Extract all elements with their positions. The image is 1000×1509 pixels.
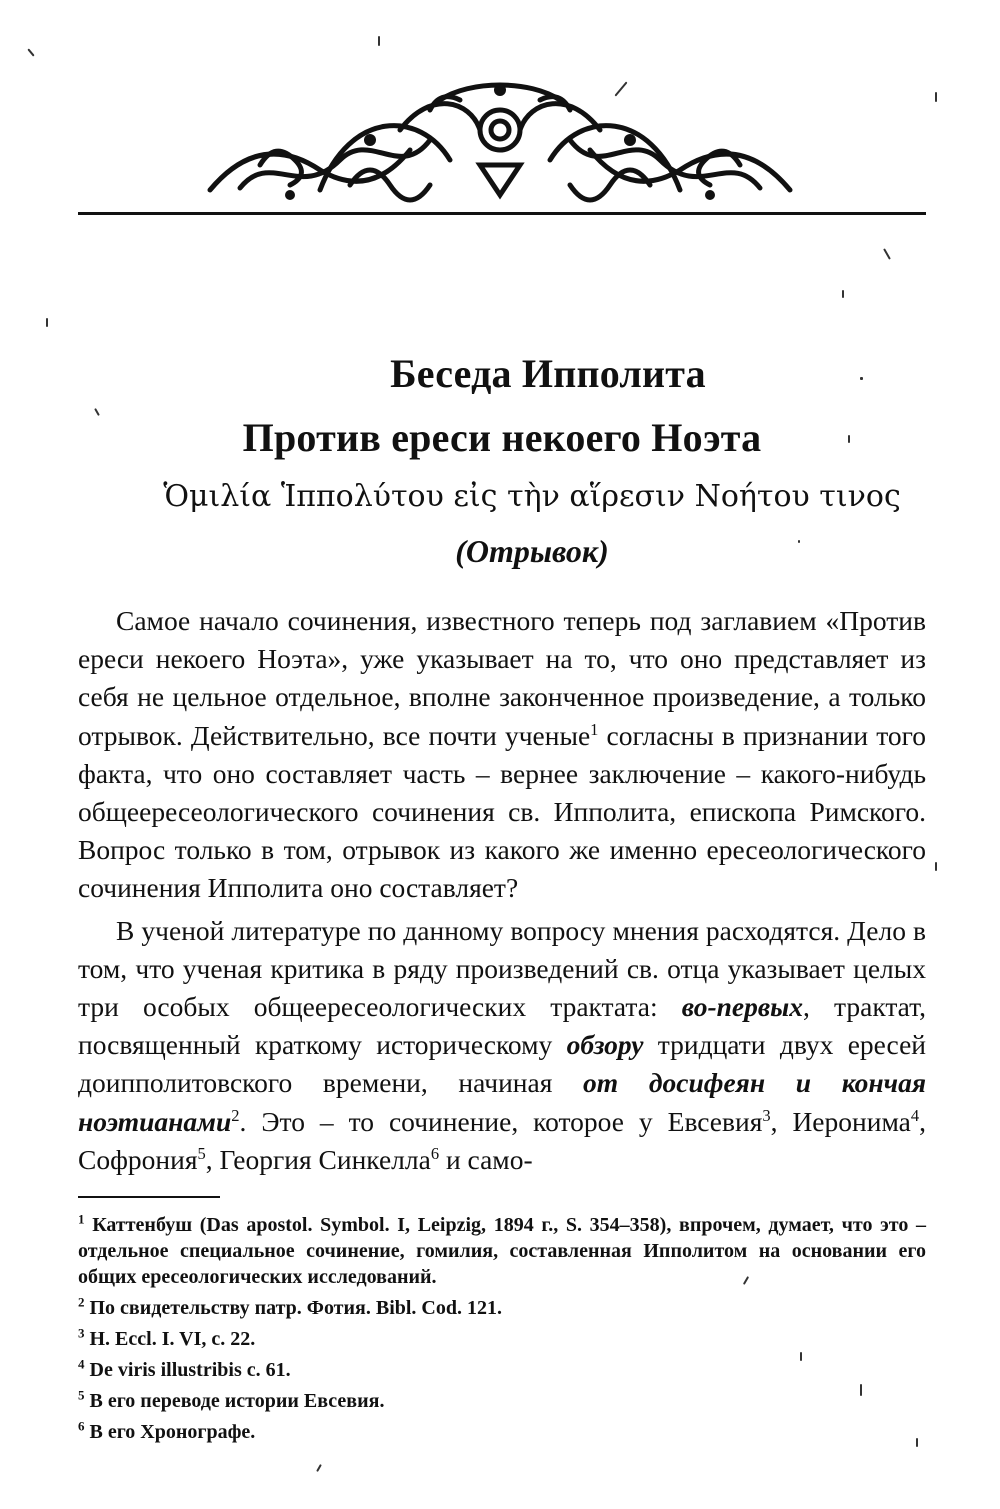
footnote-text: De viris illustribis c. 61. xyxy=(89,1359,291,1381)
footnote xyxy=(78,1388,926,1414)
footnote-ref[interactable]: 1 xyxy=(590,719,599,739)
page-title-line2: Против ереси некоего Ноэта xyxy=(242,415,762,460)
footnote-number: 5 xyxy=(78,1387,85,1403)
scan-speck xyxy=(860,377,863,380)
scan-speck xyxy=(798,540,800,543)
scan-speck xyxy=(916,1438,918,1447)
footnote-ref[interactable]: 3 xyxy=(762,1105,771,1125)
footnote xyxy=(78,1212,926,1290)
scan-speck xyxy=(860,1384,862,1396)
paragraph-1 xyxy=(78,602,926,908)
footnote-number: 6 xyxy=(78,1418,85,1434)
emphasis: во-первых xyxy=(681,991,803,1023)
greek-title: Ὁμιλία Ἱππολύτου εἰς τὴν αἵρεσιν Νοήτου τινος xyxy=(163,479,901,514)
footnote-text: Каттенбуш (Das apostol. Symbol. I, Leipzig, 1894 г., S. 354–358), впрочем, думает, что это – отдельное специальное сочинение, гомилия, составленная Ипполитом на основании его общих ересеологических исследований. xyxy=(78,1214,926,1288)
footnote-rule xyxy=(78,1196,220,1198)
text-span: . Это – то сочинение, которое у Евсевия xyxy=(239,1105,763,1137)
footnote xyxy=(78,1357,926,1383)
footnote xyxy=(78,1295,926,1321)
footnote-ref[interactable]: 5 xyxy=(197,1143,206,1163)
scan-speck xyxy=(935,92,937,102)
footnote xyxy=(78,1326,926,1352)
subtitle: (Отрывок) xyxy=(455,533,609,569)
footnote-text: По свидетельству патр. Фотия. Bibl. Cod. 121. xyxy=(89,1297,502,1319)
scan-speck xyxy=(27,48,34,56)
footnote-text: В его переводе истории Евсевия. xyxy=(89,1390,385,1412)
scan-speck xyxy=(935,862,937,871)
ornament-header-icon xyxy=(200,70,800,210)
scan-speck xyxy=(800,1352,802,1361)
text-span: согласны в признании того факта, что оно составляет часть – вернее заключение – какого-нибудь общеересеологического сочинения св. Ипполита, епископа Римского. Вопрос только в том, отрывок из какого же именно ересеологического сочинения Ипполита оно составляет? xyxy=(78,719,926,904)
emphasis: от досифеян и кончая ноэтианами xyxy=(78,1067,926,1137)
text-span: и само- xyxy=(439,1143,533,1175)
footnote-text: H. Eccl. I. VI, c. 22. xyxy=(89,1328,256,1350)
scan-speck xyxy=(378,36,380,46)
text-span: , трактат, посвященный краткому историческому xyxy=(78,991,926,1061)
footnote-number: 3 xyxy=(78,1325,85,1341)
emphasis: обзору xyxy=(566,1029,644,1061)
text-span: Самое начало сочинения, известного теперь под заглавием «Против ереси некоего Ноэта», уже указывает на то, что оно представляет из себя не цельное отдельное, вполне законченное произведение, а только отрывок. Действительно, все почти ученые xyxy=(78,605,926,751)
text-span: В ученой литературе по данному вопросу мнения расходятся. Дело в том, что ученая критика в ряду произведений св. отца указывает целых три особых общеересеологических трактата: xyxy=(78,914,926,1023)
paragraph-2 xyxy=(78,912,926,1179)
footnote-number: 2 xyxy=(78,1294,85,1310)
footnote-number: 1 xyxy=(78,1211,85,1227)
footnote-text: В его Хронографе. xyxy=(89,1421,256,1443)
header-rule xyxy=(78,212,926,215)
scan-speck xyxy=(316,1464,322,1472)
footnote-ref[interactable]: 4 xyxy=(910,1105,920,1125)
footnote-number: 4 xyxy=(78,1356,85,1372)
scan-speck xyxy=(842,290,844,298)
footnote-ref[interactable]: 6 xyxy=(430,1143,440,1163)
text-span: , Иеронима xyxy=(770,1105,911,1137)
scan-speck xyxy=(46,318,48,327)
scan-speck xyxy=(848,435,850,443)
footnote xyxy=(78,1419,926,1445)
footnote-ref[interactable]: 2 xyxy=(231,1105,240,1125)
footnotes xyxy=(78,1212,926,1450)
page-title: Беседа Ипполита xyxy=(390,351,706,396)
text-span: , Георгия Синкелла xyxy=(205,1143,431,1175)
text-span: тридцати двух ересей доипполитовского времени, начиная xyxy=(78,1029,927,1099)
text-span: , Софрония xyxy=(78,1105,926,1175)
body-text xyxy=(78,602,926,1179)
scan-speck xyxy=(883,248,891,259)
